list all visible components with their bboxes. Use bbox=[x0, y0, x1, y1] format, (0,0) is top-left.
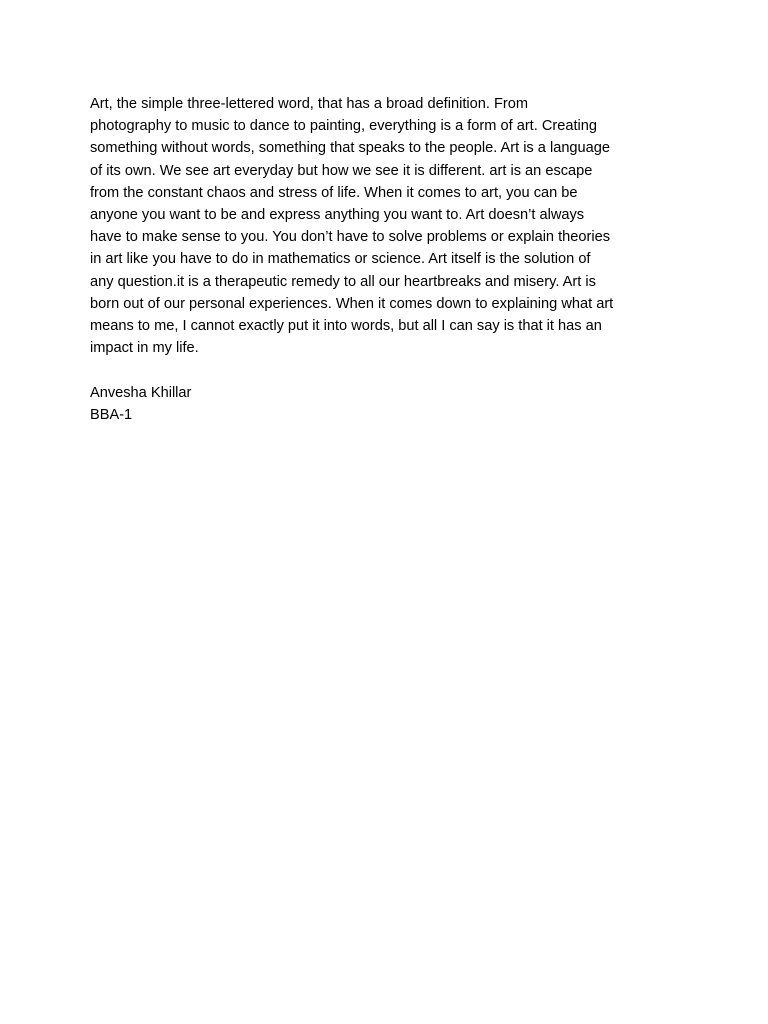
paragraph-line: any question.it is a therapeutic remedy to all our heartbreaks and misery. Art is bbox=[90, 273, 596, 290]
paragraph-line: born out of our personal experiences. When it comes down to explaining what art bbox=[90, 295, 614, 312]
document-body bbox=[90, 93, 700, 426]
essay-paragraph bbox=[90, 93, 700, 359]
paragraph-line: of its own. We see art everyday but how we see it is different. art is an escape bbox=[90, 162, 593, 179]
paragraph-line: photography to music to dance to painting, everything is a form of art. Creating bbox=[90, 118, 598, 135]
paragraph-line: from the constant chaos and stress of life. When it comes to art, you can be bbox=[90, 184, 578, 201]
paragraph-line: have to make sense to you. You don’t have to solve problems or explain theories bbox=[90, 229, 611, 246]
paragraph-line: something without words, something that speaks to the people. Art is a language bbox=[90, 140, 611, 157]
paragraph-line: means to me, I cannot exactly put it into words, but all I can say is that it has an bbox=[90, 318, 602, 335]
paragraph-spacer bbox=[90, 359, 700, 381]
author-name: Anvesha Khillar bbox=[90, 384, 192, 401]
paragraph-line: anyone you want to be and express anything you want to. Art doesn’t always bbox=[90, 207, 585, 224]
paragraph-line: Art, the simple three-lettered word, that has a broad definition. From bbox=[90, 96, 529, 112]
author-class: BBA-1 bbox=[90, 406, 133, 423]
paragraph-line: impact in my life. bbox=[90, 340, 199, 357]
paragraph-line: in art like you have to do in mathematics or science. Art itself is the solution of bbox=[90, 251, 591, 268]
